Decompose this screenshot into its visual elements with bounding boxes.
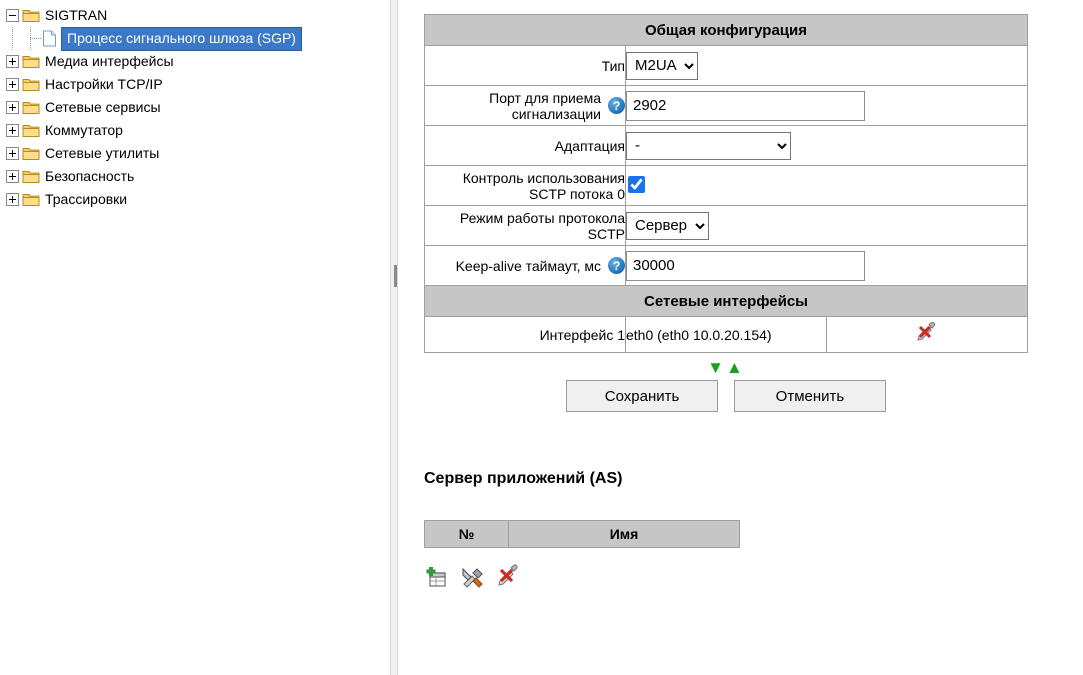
keepalive-label-cell	[425, 246, 626, 286]
tree-item-label: Безопасность	[45, 168, 135, 184]
tree-item-label: Настройки TCP/IP	[45, 76, 163, 92]
row-keepalive	[425, 246, 1028, 286]
tree-item-media-interfaces[interactable]	[6, 50, 390, 73]
folder-icon	[22, 100, 40, 115]
tree-item-label: SIGTRAN	[45, 7, 108, 23]
interface-1-label: Интерфейс 1	[425, 317, 626, 353]
general-config-header-row	[425, 15, 1028, 46]
interface-1-value: eth0 (eth0 10.0.20.154)	[626, 317, 827, 353]
document-icon	[42, 30, 57, 47]
network-interfaces-header: Сетевые интерфейсы	[425, 286, 1028, 317]
sctp-mode-select[interactable]	[626, 212, 709, 240]
adaptation-label: Адаптация	[425, 126, 626, 166]
add-row-icon[interactable]	[424, 564, 450, 590]
navigation-tree[interactable]	[0, 0, 390, 675]
tree-line	[6, 27, 24, 50]
sctp-mode-label: Режим работы протокола SCTP	[425, 206, 626, 246]
as-column-number: №	[425, 521, 509, 548]
application-server-table	[424, 520, 740, 548]
form-buttons	[424, 380, 1028, 412]
folder-icon	[22, 192, 40, 207]
arrow-down-icon[interactable]: ▼	[707, 358, 726, 377]
sctp-stream0-checkbox[interactable]	[628, 176, 645, 193]
tree-item-label: Сетевые сервисы	[45, 99, 161, 115]
row-signal-port	[425, 86, 1028, 126]
type-value-cell	[626, 46, 1028, 86]
type-label: Тип	[425, 46, 626, 86]
sctp-mode-value-cell	[626, 206, 1028, 246]
collapse-icon[interactable]	[6, 9, 19, 22]
sctp-stream0-value-cell	[626, 166, 1028, 206]
tree-item-sigtran[interactable]	[6, 4, 390, 27]
tree-item-switch[interactable]	[6, 119, 390, 142]
tree-item-network-utilities[interactable]	[6, 142, 390, 165]
as-table-header-row	[425, 521, 740, 548]
interface-1-edit-cell[interactable]	[827, 317, 1028, 353]
signal-port-label: Порт для приема сигнализации	[489, 89, 601, 122]
row-adaptation	[425, 126, 1028, 166]
general-config-header: Общая конфигурация	[425, 15, 1028, 46]
as-toolbar	[424, 564, 1083, 590]
as-column-name: Имя	[509, 521, 740, 548]
expand-icon[interactable]	[6, 170, 19, 183]
expand-icon[interactable]	[6, 78, 19, 91]
main-content	[400, 0, 1083, 675]
general-config-table	[424, 14, 1028, 353]
tree-item-label: Сетевые утилиты	[45, 145, 160, 161]
expand-icon[interactable]	[6, 193, 19, 206]
row-type	[425, 46, 1028, 86]
folder-icon	[22, 77, 40, 92]
help-icon[interactable]: ?	[608, 97, 625, 114]
edit-tools-icon[interactable]	[496, 564, 522, 590]
expand-icon[interactable]	[6, 147, 19, 160]
tree-item-network-services[interactable]	[6, 96, 390, 119]
folder-icon	[22, 146, 40, 161]
expand-icon[interactable]	[6, 101, 19, 114]
expand-icon[interactable]	[6, 124, 19, 137]
tree-item-traces[interactable]	[6, 188, 390, 211]
signal-port-label-cell	[425, 86, 626, 126]
reorder-arrows	[424, 359, 1028, 377]
keepalive-label: Keep-alive таймаут, мс	[455, 257, 601, 274]
network-interfaces-header-row	[425, 286, 1028, 317]
tree-item-tcpip-settings[interactable]	[6, 73, 390, 96]
type-select[interactable]	[626, 52, 698, 80]
tree-item-label: Трассировки	[45, 191, 128, 207]
panel-splitter[interactable]	[390, 0, 398, 675]
adaptation-select[interactable]	[626, 132, 791, 160]
adaptation-value-cell	[626, 126, 1028, 166]
tree-item-label: Коммутатор	[45, 122, 123, 138]
row-sctp-stream0	[425, 166, 1028, 206]
folder-icon	[22, 169, 40, 184]
application-server-title: Сервер приложений (AS)	[424, 470, 623, 487]
signal-port-input[interactable]	[626, 91, 865, 121]
expand-icon[interactable]	[6, 55, 19, 68]
folder-icon	[22, 8, 40, 23]
cancel-button[interactable]: Отменить	[734, 380, 886, 412]
folder-icon	[22, 54, 40, 69]
tree-item-label: Медиа интерфейсы	[45, 53, 174, 69]
tree-line	[24, 27, 42, 50]
tree-item-sgp[interactable]	[6, 27, 390, 50]
keepalive-input[interactable]	[626, 251, 865, 281]
keepalive-value-cell	[626, 246, 1028, 286]
help-icon[interactable]: ?	[608, 257, 625, 274]
folder-icon	[22, 123, 40, 138]
arrow-up-icon[interactable]: ▲	[726, 358, 745, 377]
edit-tools-icon[interactable]	[915, 332, 939, 348]
splitter-grip[interactable]	[394, 265, 397, 287]
tree-item-label: Процесс сигнального шлюза (SGP)	[61, 27, 302, 51]
signal-port-value-cell	[626, 86, 1028, 126]
sctp-stream0-label: Контроль использования SCTP потока 0	[425, 166, 626, 206]
save-button[interactable]: Сохранить	[566, 380, 718, 412]
row-sctp-mode	[425, 206, 1028, 246]
row-interface-1	[425, 317, 1028, 353]
tree-item-security[interactable]	[6, 165, 390, 188]
settings-tools-icon[interactable]	[460, 564, 486, 590]
